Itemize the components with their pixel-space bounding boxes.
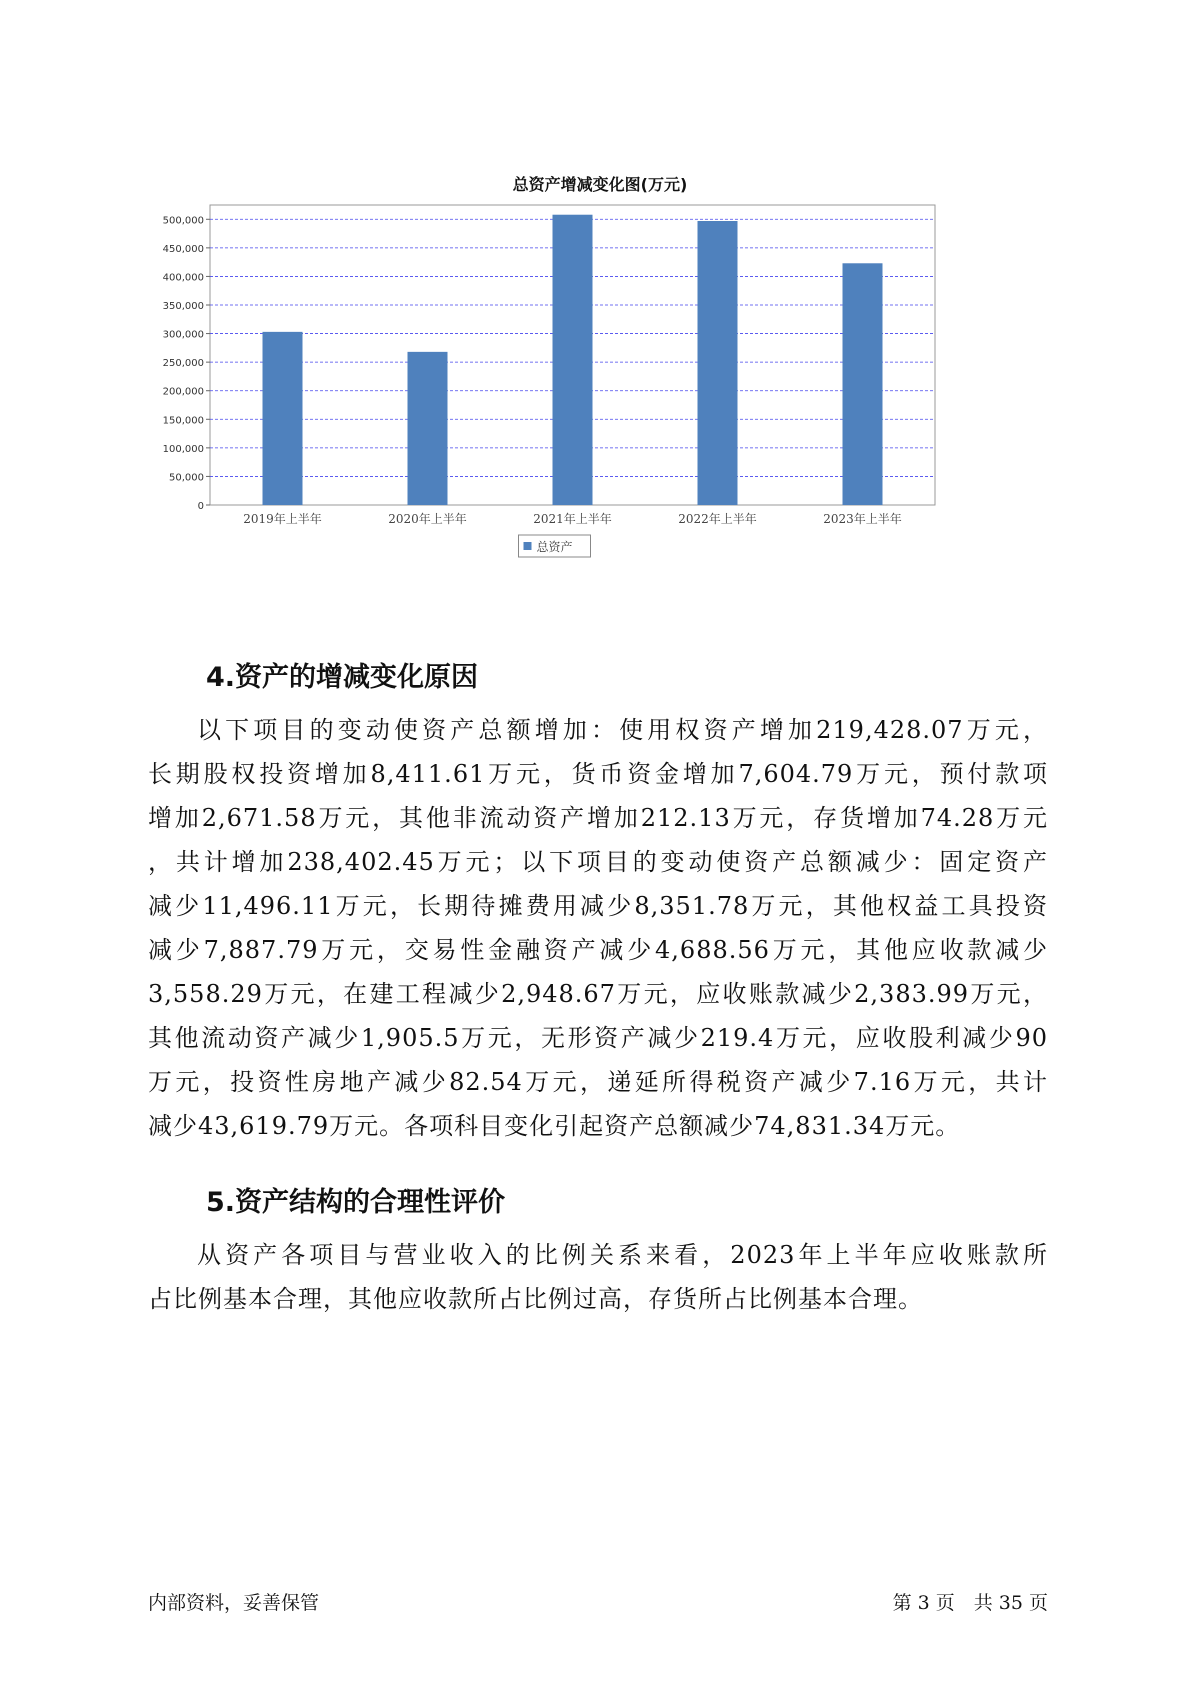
x-tick-label: 2020年上半年 — [388, 512, 467, 526]
y-tick-label: 250,000 — [162, 358, 204, 370]
y-tick-label: 100,000 — [162, 443, 204, 455]
section-5-line: 从资产各项目与营业收入的比例关系来看，2023年上半年应收账款所 — [197, 1241, 1048, 1269]
chart-title: 总资产增减变化图(万元) — [512, 175, 688, 194]
section-4-line: 3,558.29万元，在建工程减少2,948.67万元，应收账款减少2,383.99万元， — [148, 980, 1048, 1008]
y-tick-label: 150,000 — [162, 415, 204, 427]
section-5-heading: 5.资产结构的合理性评价 — [206, 1187, 506, 1218]
y-tick-label: 200,000 — [162, 386, 204, 398]
y-tick-label: 0 — [197, 501, 204, 512]
section-4-line: 减少43,619.79万元。各项科目变化引起资产总额减少74,831.34万元。 — [148, 1112, 961, 1140]
footer-confidential-note: 内部资料，妥善保管 — [148, 1592, 320, 1614]
section-4-line: 以下项目的变动使资产总额增加：使用权资产增加219,428.07万元， — [197, 716, 1048, 744]
x-tick-label: 2021年上半年 — [533, 512, 612, 526]
section-5-line: 占比例基本合理，其他应收款所占比例过高，存货所占比例基本合理。 — [148, 1285, 923, 1313]
bar — [263, 332, 303, 505]
section-4-line: 减少11,496.11万元，长期待摊费用减少8,351.78万元，其他权益工具投资 — [148, 892, 1048, 920]
bar-chart-svg — [160, 165, 1040, 620]
bar — [553, 215, 593, 505]
section-4-line: 增加2,671.58万元，其他非流动资产增加212.13万元，存货增加74.28万元 — [148, 804, 1048, 832]
x-tick-label: 2022年上半年 — [678, 512, 757, 526]
bar — [698, 221, 738, 505]
legend-label: 总资产 — [536, 540, 573, 554]
x-tick-label: 2019年上半年 — [243, 512, 322, 526]
bar — [843, 263, 883, 505]
total-assets-chart — [160, 165, 1040, 620]
section-4-heading: 4.资产的增减变化原因 — [206, 662, 479, 693]
y-tick-label: 450,000 — [162, 243, 204, 255]
section-4-line: 减少7,887.79万元，交易性金融资产减少4,688.56万元，其他应收款减少 — [148, 936, 1048, 964]
footer-page-number: 第 3 页 共 35 页 — [892, 1592, 1048, 1614]
section-4-line: 长期股权投资增加8,411.61万元，货币资金增加7,604.79万元，预付款项 — [148, 760, 1048, 788]
section-4-line: ，共计增加238,402.45万元；以下项目的变动使资产总额减少：固定资产 — [148, 848, 1048, 876]
y-tick-label: 50,000 — [169, 472, 204, 484]
x-tick-label: 2023年上半年 — [823, 512, 902, 526]
legend-swatch — [524, 542, 532, 550]
y-tick-label: 500,000 — [162, 215, 204, 227]
y-tick-label: 350,000 — [162, 301, 204, 312]
y-tick-label: 300,000 — [162, 329, 204, 341]
section-4-line: 万元，投资性房地产减少82.54万元，递延所得税资产减少7.16万元，共计 — [148, 1068, 1048, 1096]
bar — [408, 352, 448, 505]
y-tick-label: 400,000 — [162, 272, 204, 284]
section-4-line: 其他流动资产减少1,905.5万元，无形资产减少219.4万元，应收股利减少90 — [148, 1024, 1048, 1052]
